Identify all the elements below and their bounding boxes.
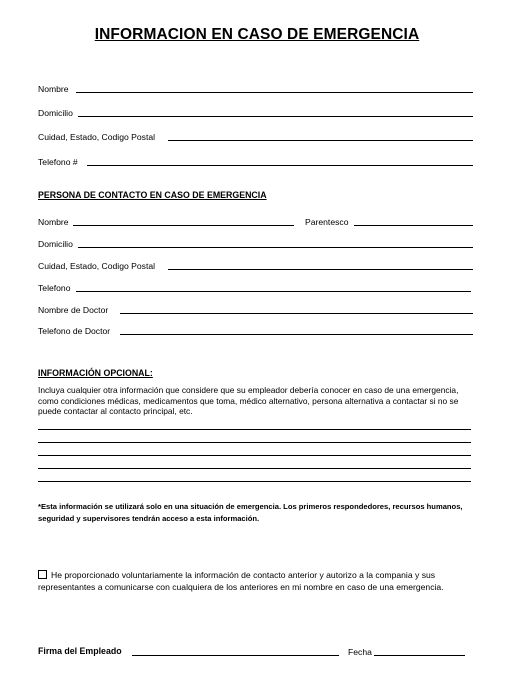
optional-line-2[interactable]: [38, 442, 471, 443]
contact-name-field[interactable]: [73, 225, 294, 226]
optional-section-heading: INFORMACIÓN OPCIONAL:: [38, 368, 153, 378]
date-field[interactable]: [374, 655, 465, 656]
doctor-phone-field[interactable]: [120, 334, 473, 335]
address-field[interactable]: [78, 116, 473, 117]
contact-city-state-zip-field[interactable]: [168, 269, 473, 270]
contact-address-label: Domicilio: [38, 239, 73, 249]
relationship-field[interactable]: [354, 225, 473, 226]
privacy-note: *Esta información se utilizará solo en una situación de emergencia. Los primeros respondedores, recursos humanos, seguridad y supervisores tendrán acceso a esta información.: [38, 502, 463, 523]
signature-field[interactable]: [132, 655, 339, 656]
phone-field[interactable]: [87, 165, 473, 166]
address-label: Domicilio: [38, 108, 73, 118]
consent-text: He proporcionado voluntariamente la información de contacto anterior y autorizo a la compania y sus representantes a comunicarse con cualquiera de los anteriores en mi nombre en caso de una emergencia.: [38, 570, 444, 592]
contact-phone-field[interactable]: [76, 291, 471, 292]
contact-address-field[interactable]: [78, 247, 473, 248]
consent-statement: [38, 570, 478, 593]
name-field[interactable]: [76, 92, 473, 93]
contact-section-heading: PERSONA DE CONTACTO EN CASO DE EMERGENCIA: [38, 190, 267, 200]
form-title: INFORMACION EN CASO DE EMERGENCIA: [94, 26, 420, 43]
contact-name-label: Nombre: [38, 217, 69, 227]
optional-line-1[interactable]: [38, 429, 471, 430]
doctor-name-label: Nombre de Doctor: [38, 305, 109, 315]
city-state-zip-field[interactable]: [168, 140, 473, 141]
date-label: Fecha: [348, 647, 372, 657]
optional-instructions: Incluya cualquier otra información que considere que su empleador debería conocer en caso de una emergencia, como condiciones médicas, medicamentos que toma, médico alternativo, persona alternativa a contactar si no se puede contactar al contacto principal, etc.: [38, 385, 459, 417]
phone-label: Telefono #: [38, 157, 78, 167]
optional-line-5[interactable]: [38, 481, 471, 482]
relationship-label: Parentesco: [305, 217, 349, 227]
doctor-phone-label: Telefono de Doctor: [38, 326, 111, 336]
consent-checkbox[interactable]: [38, 570, 47, 579]
doctor-name-field[interactable]: [120, 313, 473, 314]
name-label: Nombre: [38, 84, 69, 94]
contact-phone-label: Telefono: [38, 283, 71, 293]
contact-city-state-zip-label: Cuidad, Estado, Codigo Postal: [38, 261, 156, 271]
optional-line-3[interactable]: [38, 455, 471, 456]
optional-line-4[interactable]: [38, 468, 471, 469]
signature-label: Firma del Empleado: [38, 646, 122, 656]
city-state-zip-label: Cuidad, Estado, Codigo Postal: [38, 132, 156, 142]
